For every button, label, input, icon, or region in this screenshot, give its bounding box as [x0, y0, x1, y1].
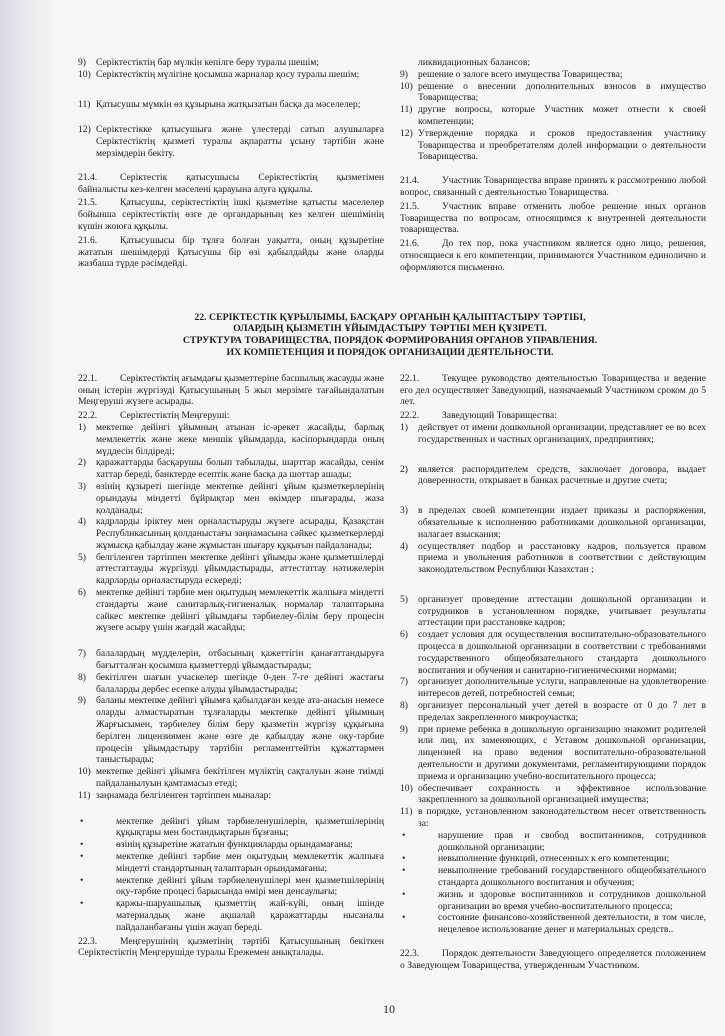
item-text: организует персональный учет детей в возрасте от 0 до 7 лет в пределах закрепленного микроучастка;	[418, 700, 706, 723]
item-text: қаражаттарды басқарушы болып табылады, шарттар жасайды, сенім хаттар береді, банктерде есептік және басқа да шоттар ашады;	[96, 457, 384, 481]
paragraph	[78, 410, 384, 422]
list-item	[78, 587, 384, 634]
list-item	[78, 57, 384, 69]
left-column-kazakh	[78, 57, 384, 270]
paragraph	[400, 948, 706, 972]
bullet-item	[400, 865, 706, 889]
list-item	[400, 783, 706, 807]
list-item	[400, 464, 706, 488]
item-number: 9)	[78, 695, 86, 707]
item-number: 12)	[400, 127, 413, 139]
item-text: Қатысушы мүмкін өз құзырына жатқызатын басқа да мәселелер;	[96, 98, 361, 110]
item-text: организует проведение аттестации дошкольной организации и сотрудников в установленном порядке, учитывает результаты аттестации при расстановке кадров;	[418, 593, 706, 629]
item-text: Қатысушы, серіктестіктің ішкі қызметіне қатысты мәселелер бойынша серіктестіктің өзге де органдарының кез келген шешімінің күшін жоюға құқылы.	[78, 197, 384, 232]
item-text: кадрларды іріктеу мен орналастыруды жүзеге асырады, Қазақстан Республикасының қолданыстағы заңнамасына сәйкес қызметкерлерді жұмысқа қабылдау және жұмыстан шығару құқығын пайдаланады;	[96, 516, 384, 551]
bullet-icon: •	[402, 912, 406, 924]
item-text: другие вопросы, которые Участник может отнести к своей компетенции;	[418, 104, 706, 127]
left-column-kazakh	[78, 373, 384, 959]
list-item	[78, 516, 384, 551]
item-number: 21.4.	[78, 171, 98, 183]
list-item	[78, 99, 384, 111]
list-item	[78, 124, 384, 159]
list-item	[400, 676, 706, 700]
list-item	[400, 104, 706, 128]
item-number: 10)	[400, 782, 413, 794]
item-text: ликвидационных балансов;	[418, 57, 531, 68]
top-section	[0, 57, 725, 274]
paragraph	[400, 201, 706, 236]
paragraph	[78, 373, 384, 408]
list-item	[400, 541, 706, 576]
item-number: 21.5.	[400, 200, 420, 212]
item-number: 22.3.	[78, 935, 98, 947]
bullet-icon: •	[402, 853, 406, 865]
item-number: 1)	[78, 421, 86, 433]
bullet-icon: •	[80, 851, 84, 863]
item-number: 10)	[400, 80, 413, 92]
list-item	[400, 505, 706, 540]
list-item	[400, 700, 706, 724]
item-text: Участник вправе отменить любое решение иных органов Товарищества по вопросам, относящимся к внутренней деятельности товарищества.	[400, 200, 706, 236]
item-text: Серіктестіктің Меңгеруші:	[120, 410, 230, 422]
item-text: Серіктестіктің мүлігіне қосымша жарналар қосу туралы шешім;	[96, 68, 360, 80]
list-item	[78, 457, 384, 481]
bullet-item	[400, 853, 706, 865]
item-text: невыполнение требований государственного общеобязательного стандарта дошкольного воспитания и обучения;	[438, 865, 706, 889]
list-item	[400, 69, 706, 81]
paragraph	[400, 373, 706, 408]
list-item	[78, 648, 384, 672]
list-item	[78, 552, 384, 587]
item-text: состояние финансово-хозяйственной деятельности, в том числе, нецелевое использование денег и материальных средств..	[438, 912, 706, 936]
item-text: при приеме ребенка в дошкольную организацию знакомит родителей или лиц, их заменяющих, с Уставом дошкольной организации, лицензией на право ведения воспитательно-образовательной деятельности и другими документами, регламентирующими порядок приема и организацию учебно-воспитательного процесса;	[418, 723, 706, 782]
item-text: заңнамада белгіленген тәртіппен мыналар:	[96, 789, 272, 801]
item-text: решение о внесении дополнительных взносов в имущество Товарищества;	[418, 80, 706, 104]
item-text: мектепке дейінгі ұйымның атынан іс-әрекет жасайды, барлық мемлекеттік және жеке меншік ұйымдарда, кәсіпорындарда оның мүддесін білдіреді;	[96, 421, 384, 457]
right-column-russian	[400, 373, 706, 972]
item-number: 5)	[78, 551, 86, 563]
item-number: 9)	[78, 57, 86, 68]
list-item	[78, 672, 384, 696]
item-number: 9)	[400, 723, 408, 735]
list-item	[400, 594, 706, 629]
paragraph	[400, 175, 706, 199]
item-text: қаржы-шаруашылық қызметтің жай-күйі, оның ішінде материалдық және ақшалай қаражаттарды нысаналы пайдаланбағаны үшін жауап береді.	[116, 898, 384, 933]
item-number: 2)	[400, 463, 408, 475]
item-text: белгіленген тәртіппен мектепке дейінгі ұйымды және қызметшілерді аттестаттауды жүргізуді ұйымдастырады, аттестаттау нәтижелерін кадрларды орналастыруда ескереді;	[96, 551, 384, 587]
paragraph	[78, 197, 384, 232]
item-text: действует от имени дошкольной организации, представляет ее во всех государственных и частных организациях, предприятиях;	[418, 421, 706, 445]
list-item	[78, 766, 384, 790]
item-number: 4)	[400, 540, 408, 552]
list-item	[78, 481, 384, 516]
list-item	[400, 57, 706, 69]
section-heading	[60, 312, 720, 359]
item-text: Утверждение порядка и сроков предоставления участнику Товарищества и преобретателям долей информации о деятельности Товарищества.	[418, 127, 706, 163]
bullet-item	[400, 830, 706, 854]
item-number: 22.2.	[400, 410, 420, 422]
item-number: 6)	[400, 629, 408, 641]
item-number: 1)	[400, 421, 408, 433]
item-text: Серіктестіктің бар мүлкін кепілге беру туралы шешім;	[96, 57, 320, 68]
item-text: мектепке дейінгі ұйым тәрбиеленушілері мен қызметшілерінің оқу-тәрбие процесі барысында өмірі мен денсаулығы;	[116, 874, 384, 898]
paragraph	[400, 238, 706, 273]
item-text: Заведующий Товарищества:	[442, 410, 557, 422]
item-number: 4)	[78, 516, 86, 528]
item-number: 12)	[78, 124, 91, 136]
right-column-russian	[400, 57, 706, 274]
item-text: создает условия для осуществления воспитательно-образовательного процесса в дошкольной организации в соответствии с требованиями государственного общеобязательного стандарта дошкольного воспитания и обучения и санитарно-гигиеническими нормами;	[418, 629, 706, 676]
item-text: в порядке, установленном законодательством несет ответственность за:	[418, 806, 706, 830]
item-number: 3)	[400, 505, 408, 517]
bullet-icon: •	[80, 898, 84, 910]
item-number: 9)	[400, 68, 408, 80]
bullet-icon: •	[402, 865, 406, 877]
list-item	[78, 695, 384, 766]
item-number: 22.2.	[78, 410, 98, 422]
item-text: мектепке дейінгі тәрбие мен оқытудың мемлекеттік жалпыға міндетті стандарты және санитарлық-гигиеналық нормалар талаптарына сәйкес мектепке дейінгі ұйымдағы тәрбиелеу-білім беру процесін жүзеге асыру үшін жағдай жасайды;	[96, 587, 384, 634]
item-number: 7)	[400, 676, 408, 688]
list-item	[400, 422, 706, 446]
bullet-icon: •	[80, 874, 84, 886]
bullet-item	[78, 898, 384, 933]
item-text: Участник Товарищества вправе принять к рассмотрению любой вопрос, связанный с деятельностью Товарищества.	[400, 175, 706, 198]
item-text: нарушение прав и свобод воспитанников, сотрудников дошкольной организации;	[438, 829, 706, 853]
item-number: 2)	[78, 457, 86, 469]
item-text: невыполнение функций, отнесенных к его компетенции;	[438, 853, 670, 865]
bullet-item	[400, 889, 706, 913]
item-text: Порядок деятельности Заведующего определяется положением о Заведующем Товарищества, утвержденным Участником.	[400, 948, 706, 971]
heading-line: СТРУКТУРА ТОВАРИЩЕСТВА, ПОРЯДОК ФОРМИРОВАНИЯ ОРГАНОВ УПРАВЛЕНИЯ.	[182, 335, 598, 347]
item-text: организует дополнительные услуги, направленные на удовлетворение интересов детей, потребностей семьи;	[418, 676, 706, 700]
paragraph	[78, 172, 384, 196]
item-number: 21.6.	[78, 234, 98, 246]
item-text: является распорядителем средств, заключает договора, выдает доверенности, открывает в банках расчетные и другие счета;	[418, 463, 706, 487]
paragraph	[400, 410, 706, 422]
item-number: 22.3.	[400, 948, 420, 959]
item-text: мектепке дейінгі ұйым тәрбиеленушілерін, қызметшілерінің құқықтары мен бостандықтарын бұзғаны;	[116, 815, 384, 839]
heading-line: 22. СЕРІКТЕСТІК ҚҰРЫЛЫМЫ, БАСҚАРУ ОРГАНЫН ҚАЛЫПТАСТЫРУ ТӘРТІБІ,	[194, 311, 586, 323]
list-item	[400, 806, 706, 830]
item-number: 21.5.	[78, 197, 98, 209]
item-number: 6)	[78, 587, 86, 599]
list-item	[400, 81, 706, 105]
item-number: 11)	[400, 104, 413, 116]
item-number: 22.1.	[78, 372, 98, 384]
list-item	[400, 128, 706, 163]
bullet-icon: •	[402, 829, 406, 841]
item-number: 21.6.	[400, 238, 420, 250]
bullet-icon: •	[402, 888, 406, 900]
item-number: 22.1.	[400, 372, 420, 384]
item-text: балалардың мүдделерін, отбасының қажеттігін қанағаттандыруға бағытталған қосымша қызметтерді ұйымдастырады;	[96, 648, 384, 672]
item-text: До тех пор, пока участником является одно лицо, решения, относящиеся к его компетенции, принимаются Участником единолично и оформляются письменно.	[400, 238, 706, 273]
paragraph	[78, 235, 384, 270]
item-text: жизнь и здоровье воспитанников и сотрудников дошкольной организации во время учебно-воспитательного процесса;	[438, 888, 706, 912]
item-number: 7)	[78, 648, 86, 660]
item-text: Серіктестікке қатысушыға және үлестерді сатып алушыларға Серіктестіктің қызметі туралы ақпаратты ұсыну тәртібін және мерзімдерін бекіту.	[96, 124, 384, 159]
list-item	[400, 629, 706, 676]
item-text: мектепке дейінгі тәрбие мен оқытудың мемлекеттік жалпыға міндетті стандартының талаптарын орындамағаны;	[116, 851, 384, 874]
item-number: 8)	[78, 671, 86, 683]
list-item	[78, 422, 384, 457]
bullet-icon: •	[80, 815, 84, 827]
item-text: Текущее руководство деятельностью Товарищества и ведение его дел осуществляет Заведующий, назначаемый Участником сроком до 5 лет.	[400, 372, 706, 408]
item-number: 10)	[78, 68, 91, 80]
item-text: осуществляет подбор и расстановку кадров, пользуется правом приема и увольнения работников в соответствии с действующим законодательством Республики Казахстан ;	[418, 540, 706, 576]
paragraph	[78, 936, 384, 960]
bullet-item	[78, 851, 384, 875]
item-text: өзінің құзыреті шегінде мектепке дейінгі ұйым қызметкерлерінің орындауы міндетті бұйрықтар мен өкімдер шығарады, жаза қолданады;	[96, 480, 384, 516]
list-item	[400, 724, 706, 783]
item-text: Қатысушысы бір тұлға болған уақытта, оның құзыретіне жататын шешімдерді Қатысушы бір өзі қабылдайды және оларды жазбаша түрде рәсімдейді.	[78, 234, 384, 270]
item-text: в пределах своей компетенции издает приказы и распоряжения, обязательные к исполнению работниками дошкольной организации, налагает взыскания;	[418, 505, 706, 540]
item-text: баланы мектепке дейінгі ұйымға қабылдаған кезде ата-анасын немесе оларды алмастыратын тұлғаларды мектепке дейінгі ұйымның Жарғысымен, тәрбиелеу білім беру қызметін жүргізу құқығына берілген лицензиямен және өзге де қабылдау және оқу-тәрбие процесін ұйымдастыру тәртібін регламенттейтін құжаттармен таныстырады;	[96, 695, 384, 766]
item-text: Серіктестік қатысушысы Серіктестіктің қызметімен байналысты кез-келген мәселені қарауына алуға құқылы.	[78, 171, 384, 195]
item-text: Серіктестіктің ағымдағы қызметтеріне басшылық жасауды және оның істерін жүргізуді Қатысушының 5 жыл мерзімге тағайындалатын Меңгеруші жүзеге асырады.	[78, 372, 384, 408]
main-section	[0, 373, 725, 972]
item-number: 11)	[78, 789, 91, 801]
item-text: Меңгерушінің қызметінің тәртібі Қатысушының бекіткен Серіктестіктің Меңгерушіде туралы Ережемен анықталады.	[78, 935, 384, 959]
page-number: 10	[383, 1001, 395, 1016]
item-text: бекітілген шағын учаскелер шегінде 0-ден 7-ге дейінгі жастағы балаларды дербес есепке алуды ұйымдастырады;	[96, 671, 384, 695]
item-number: 10)	[78, 766, 91, 778]
list-item	[78, 69, 384, 81]
bullet-item	[78, 816, 384, 840]
bullet-item	[78, 875, 384, 899]
item-text: решение о залоге всего имущества Товарищества;	[418, 68, 623, 80]
item-text: обеспечивает сохранность и эффективное использование закрепленного за дошкольной организацией имущества;	[418, 782, 706, 806]
item-number: 8)	[400, 700, 408, 712]
item-number: 5)	[400, 593, 408, 605]
item-text: өзінің құзыретіне жататын функцияларды орындамағаны;	[116, 839, 353, 851]
bullet-icon: •	[80, 839, 84, 851]
item-number: 21.4.	[400, 175, 420, 187]
item-text: мектепке дейінгі ұйымға бекітілген мүліктің сақталуын және тиімді пайдаланылуын қамтамасыз етеді;	[96, 766, 384, 790]
bullet-item	[78, 839, 384, 851]
item-number: 11)	[78, 98, 91, 110]
bullet-item	[400, 912, 706, 936]
heading-line: ОЛАРДЫҢ ҚЫЗМЕТІН ҰЙЫМДАСТЫРУ ТӘРТІБІ МЕН ҚҰЗІРЕТІ.	[233, 323, 547, 335]
list-item	[78, 790, 384, 802]
item-number: 3)	[78, 480, 86, 492]
item-number: 11)	[400, 806, 413, 818]
heading-line: ИХ КОМПЕТЕНЦИЯ И ПОРЯДОК ОРГАНИЗАЦИИ ДЕЯТЕЛЬНОСТИ.	[226, 346, 554, 358]
